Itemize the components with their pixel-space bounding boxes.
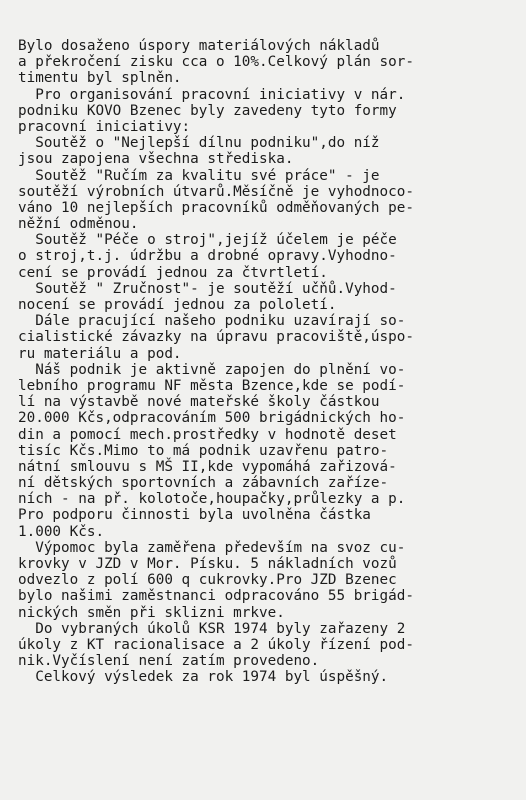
text-line: Do vybraných úkolů KSR 1974 byly zařazeny 2 — [18, 620, 406, 637]
text-line: cialistické závazky na úpravu pracoviště,úspo- — [18, 329, 414, 346]
text-line: Náš podnik je aktivně zapojen do plnění vo- — [18, 361, 406, 378]
text-line: Soutěž "Péče o stroj",jejíž účelem je péče — [18, 232, 397, 249]
text-line: 1.000 Kčs. — [18, 523, 105, 540]
text-line: Pro podporu činnosti byla uvolněna částka — [18, 507, 371, 524]
text-line: bylo našimi zaměstnanci odpracováno 55 brigád- — [18, 588, 414, 605]
text-line: lebního programu NF města Bzence,kde se podí- — [18, 377, 406, 394]
text-line: o stroj,t.j. údržbu a drobné opravy.Vyhodno- — [18, 248, 397, 265]
text-line: Celkový výsledek za rok 1974 byl úspěšný. — [18, 669, 389, 686]
text-line: jsou zapojena všechna střediska. — [18, 151, 294, 168]
text-line: nocení se provádí jednou za pololetí. — [18, 297, 337, 313]
text-line: odvezlo z polí 600 q cukrovky.Pro JZD Bzenec — [18, 572, 397, 589]
text-line: cení se provádí jednou za čtvrtletí. — [18, 264, 328, 281]
text-line: Výpomoc byla zaměřena především na svoz cu- — [18, 539, 406, 556]
text-line: 20.000 Kčs,odpracováním 500 brigádnických ho- — [18, 410, 406, 427]
text-line: soutěží výrobních útvarů.Měsíčně je vyhodnoco- — [18, 183, 414, 200]
text-line: úkoly z KT racionalisace a 2 úkoly řízení pod- — [18, 636, 414, 653]
text-line: tisíc Kčs.Mimo to má podnik uzavřenu patro- — [18, 442, 389, 459]
text-line: Soutěž " Zručnost"- je soutěží učňů.Vyhod- — [18, 280, 397, 297]
text-line: váno 10 nejlepších pracovníků odměňovaných pe- — [18, 199, 414, 216]
text-line: timentu byl splněn. — [18, 70, 182, 87]
text-line: ních - na př. kolotoče,houpačky,průlezky a p. — [18, 491, 406, 508]
text-line: Dále pracující našeho podniku uzavírají so- — [18, 313, 406, 330]
text-line: din a pomocí mech.prostředky v hodnotě deset — [18, 426, 397, 443]
text-line: Soutěž "Ručím za kvalitu své práce" - je — [18, 167, 380, 184]
text-line: Pro organisování pracovní iniciativy v nár. — [18, 86, 406, 103]
text-line: nických směn při sklizni mrkve. — [18, 604, 285, 621]
text-line: Bylo dosaženo úspory materiálových nákladů — [18, 38, 380, 54]
text-line: ní dětských sportovních a zábavních zaříze- — [18, 475, 389, 492]
text-line: ru materiálu a pod. — [18, 345, 182, 362]
document-text — [18, 38, 518, 686]
text-line: lí na výstavbě nové mateřské školy částkou — [18, 394, 380, 411]
text-line: a překročení zisku cca o 10%.Celkový plán sor- — [18, 54, 414, 71]
text-line: krovky v JZD v Mor. Písku. 5 nákladních vozů — [18, 556, 397, 572]
text-line: Soutěž o "Nejlepší dílnu podniku",do níž — [18, 135, 380, 152]
text-line: nik.Vyčíslení není zatím provedeno. — [18, 653, 320, 670]
text-line: pracovní iniciativy: — [18, 118, 191, 135]
text-line: něžní odměnou. — [18, 216, 139, 233]
text-line: podniku KOVO Bzenec byly zavedeny tyto formy — [18, 102, 397, 119]
text-line: nátní smlouvu s MŠ II,kde vypomáhá zařizová- — [18, 458, 397, 475]
